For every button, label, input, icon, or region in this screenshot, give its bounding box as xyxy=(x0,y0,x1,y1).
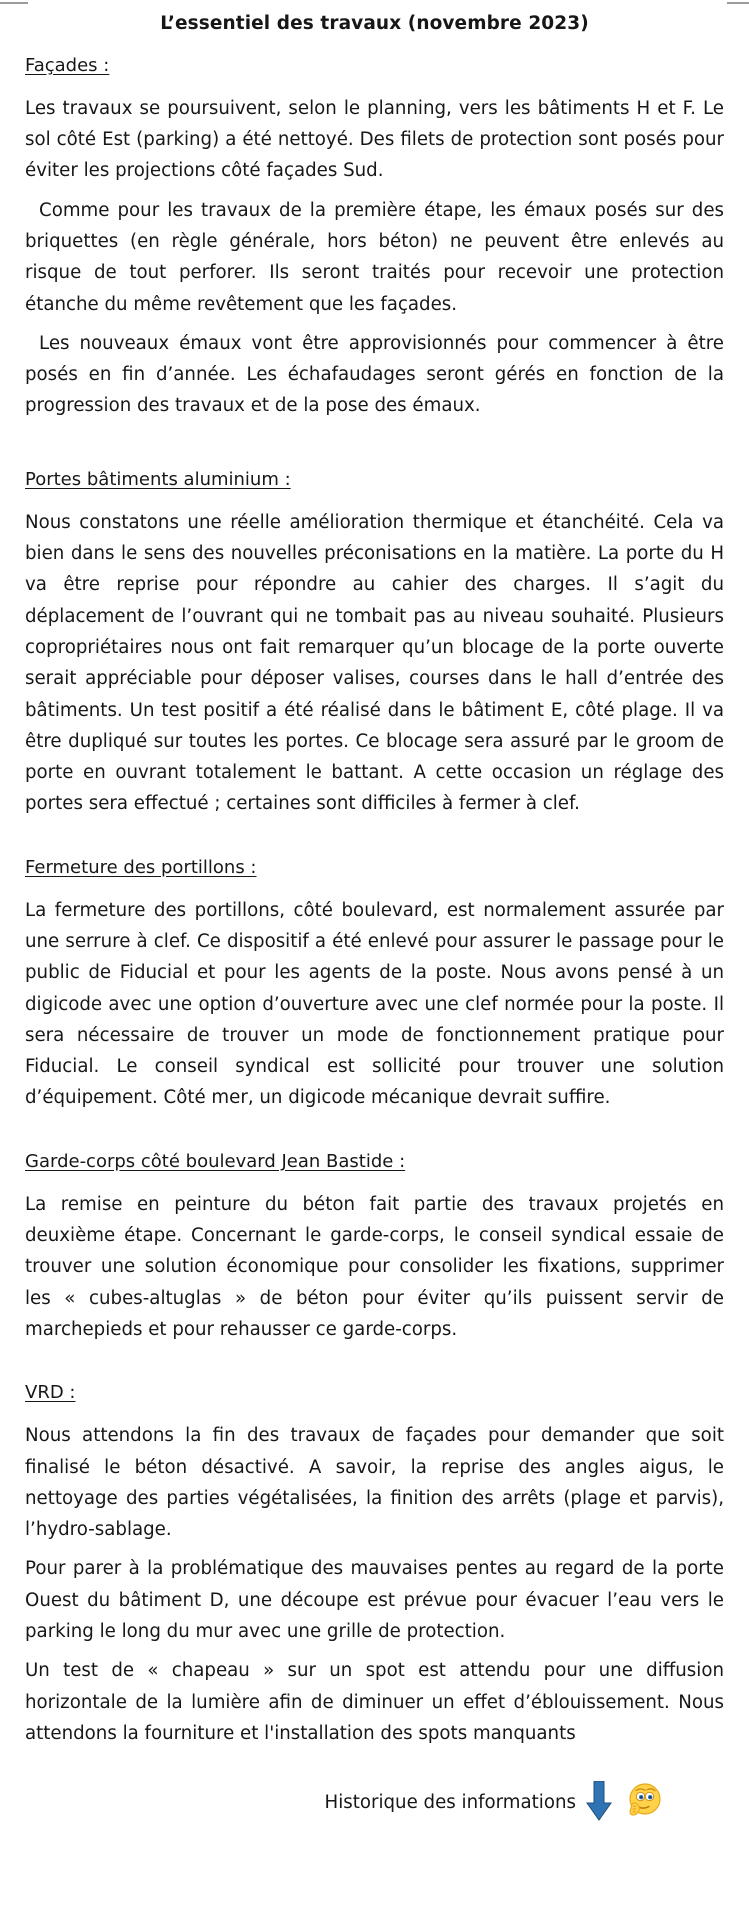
page-edge-artifact-right xyxy=(727,2,749,4)
page-title: L’essentiel des travaux (novembre 2023) xyxy=(160,13,589,34)
page-edge-artifact-left xyxy=(0,2,28,4)
paragraph: Les travaux se poursuivent, selon le planning, vers les bâtiments H et F. Le sol côté Est (parking) a été nettoyé. Des filets de protection sont posés pour éviter les projections côté façades Sud. xyxy=(25,97,724,182)
thinking-smiley-icon xyxy=(622,1779,666,1827)
section-portes-batiments-aluminium xyxy=(25,466,724,820)
paragraph: Pour parer à la problématique des mauvaises pentes au regard de la porte Ouest du bâtiment D, une découpe est prévue pour évacuer l’eau vers le parking le long du mur avec une grille de protection. xyxy=(25,1558,724,1643)
section-heading-fermeture-des-portillons: Fermeture des portillons : xyxy=(25,856,257,878)
paragraph: La remise en peinture du béton fait partie des travaux projetés en deuxième étape. Concernant le garde-corps, le conseil syndical essaie de trouver une solution économique pour consolider les fixations, supprimer les « cubes-altuglas » de béton pour éviter qu’ils puissent servir de marchepieds et pour rehausser ce garde-corps. xyxy=(25,1193,724,1340)
section-facades xyxy=(25,52,724,422)
footer-history-row xyxy=(25,1779,724,1827)
paragraph: Comme pour les travaux de la première étape, les émaux posés sur des briquettes (en règle générale, hors béton) ne peuvent être enlevés au risque de tout perforer. Ils seront traités pour recevoir une protection étanche du même revêtement que les façades. xyxy=(25,199,724,315)
section-heading-row xyxy=(25,1148,724,1175)
section-heading-facades: Façades : xyxy=(25,54,110,76)
paragraph: La fermeture des portillons, côté boulevard, est normalement assurée par une serrure à clef. Ce dispositif a été enlevé pour assurer le passage pour le public de Fiducial et pour les agents de la poste. Nous avons pensé à un digicode avec une option d’ouverture avec une clef normée pour la poste. Il sera nécessaire de trouver un mode de fonctionnement pratique pour Fiducial. Le conseil syndical est sollicité pour trouver une solution d’équipement. Côté mer, un digicode mécanique devrait suffire. xyxy=(25,899,724,1109)
section-heading-row xyxy=(25,466,724,493)
paragraph: Un test de « chapeau » sur un spot est attendu pour une diffusion horizontale de la lumière afin de diminuer un effet d’éblouissement. Nous attendons la fourniture et l'installation des spots manquants xyxy=(25,1660,724,1744)
section-heading-garde-corps: Garde-corps côté boulevard Jean Bastide : xyxy=(25,1150,406,1172)
paragraph: Nous constatons une réelle amélioration thermique et étanchéité. Cela va bien dans le sens des nouvelles préconisations en la matière. La porte du H va être reprise pour répondre au cahier des charges. Il s’agit du déplacement de l’ouvrant qui ne tombait pas au niveau souhaité. Plusieurs copropriétaires nous ont fait remarquer qu’un blocage de la porte ouverte serait appréciable pour déposer valises, courses dans le hall d’entrée des bâtiments. Un test positif a été réalisé dans le bâtiment E, côté plage. Il va être dupliqué sur toutes les portes. Ce blocage sera assuré par le groom de porte en ouvrant totalement le battant. A cette occasion un réglage des portes sera effectué ; certaines sont difficiles à fermer à clef. xyxy=(25,511,724,815)
paragraph: Les nouveaux émaux vont être approvisionnés pour commencer à être posés en fin d’année. Les échafaudages seront gérés en fonction de la progression des travaux et de la pose des émaux. xyxy=(25,332,724,417)
section-heading-row xyxy=(25,52,724,79)
section-garde-corps xyxy=(25,1148,724,1345)
down-arrow-icon xyxy=(586,1781,612,1825)
paragraph: Nous attendons la fin des travaux de façades pour demander que soit finalisé le béton désactivé. A savoir, la reprise des angles aigus, le nettoyage des parties végétalisées, la finition des arrêts (plage et parvis), l’hydro-sablage. xyxy=(25,1425,724,1541)
section-vrd xyxy=(25,1379,724,1749)
section-heading-portes-batiments-aluminium: Portes bâtiments aluminium : xyxy=(25,468,291,490)
section-heading-row xyxy=(25,854,724,881)
section-fermeture-des-portillons xyxy=(25,854,724,1114)
section-heading-row xyxy=(25,1379,724,1406)
footer-label-historique: Historique des informations xyxy=(324,1792,576,1814)
section-heading-vrd: VRD : xyxy=(25,1382,76,1404)
